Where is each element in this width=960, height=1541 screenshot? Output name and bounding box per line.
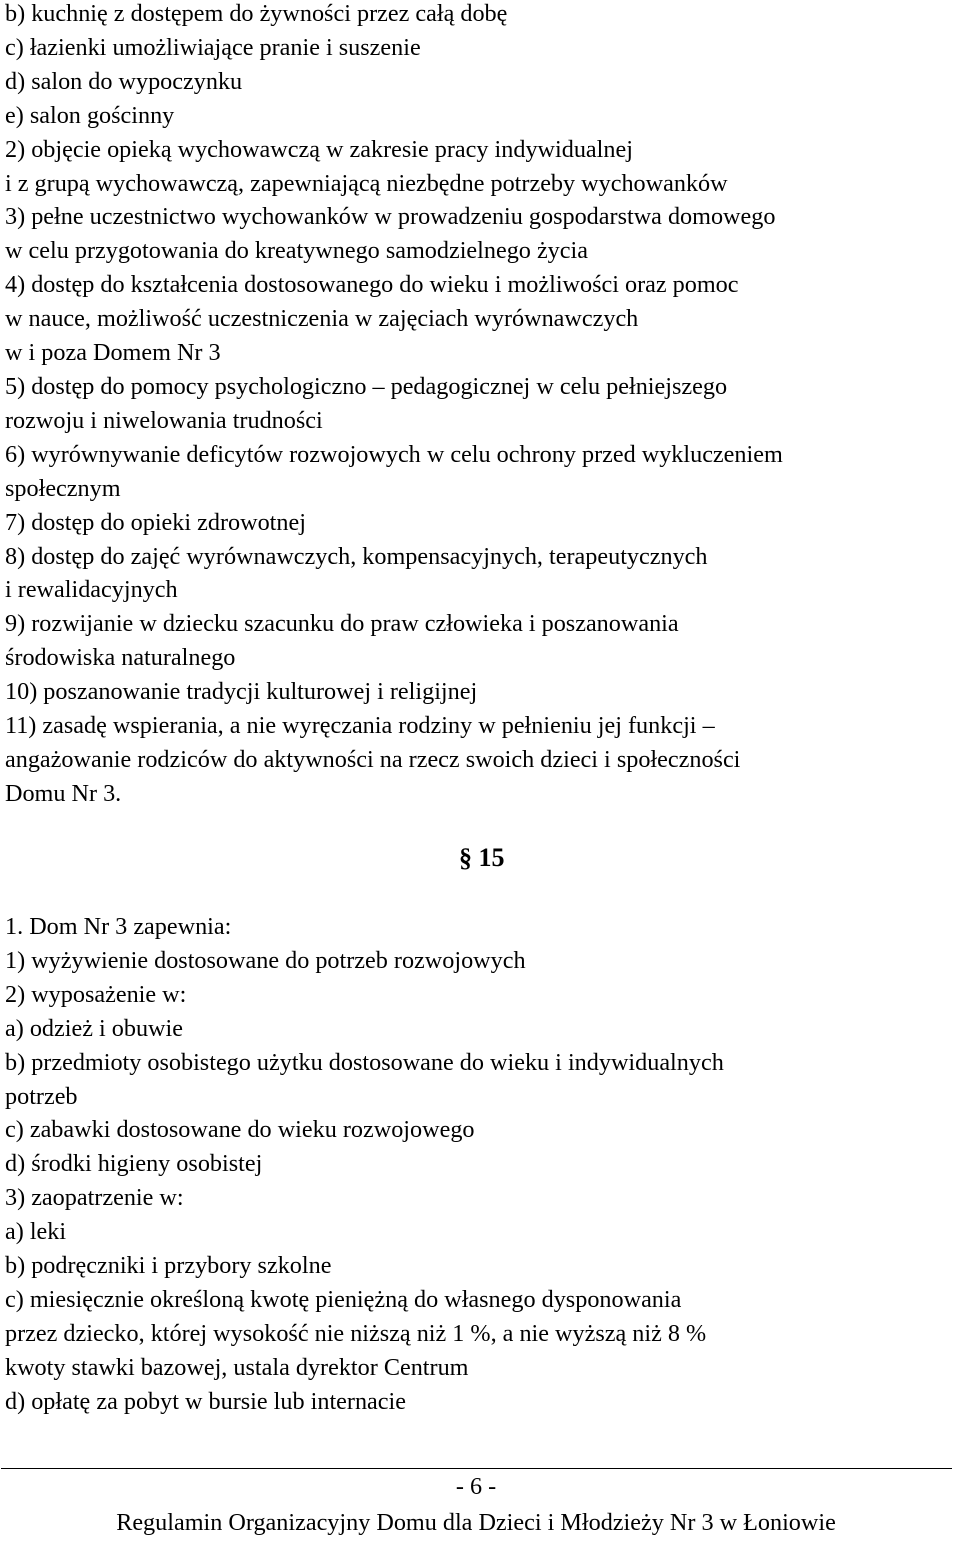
text-line: 11) zasadę wspierania, a nie wyręczania rodziny w pełnieniu jej funkcji – bbox=[5, 712, 715, 740]
footer-title: Regulamin Organizacyjny Domu dla Dzieci i Młodzieży Nr 3 w Łoniowie bbox=[116, 1509, 836, 1536]
text-line: 9) rozwijanie w dziecku szacunku do praw człowieka i poszanowania bbox=[5, 610, 679, 638]
text-block-upper bbox=[5, 0, 783, 811]
text-line: d) salon do wypoczynku bbox=[5, 67, 243, 95]
text-line: 3) pełne uczestnictwo wychowanków w prowadzeniu gospodarstwa domowego bbox=[5, 203, 776, 231]
text-line: kwoty stawki bazowej, ustala dyrektor Centrum bbox=[5, 1353, 469, 1381]
text-line: c) zabawki dostosowane do wieku rozwojowego bbox=[5, 1116, 475, 1144]
text-line: społecznym bbox=[5, 474, 121, 502]
text-line: b) podręczniki i przybory szkolne bbox=[5, 1252, 332, 1280]
text-line: 5) dostęp do pomocy psychologiczno – pedagogicznej w celu pełniejszego bbox=[5, 372, 728, 400]
text-line: 1) wyżywienie dostosowane do potrzeb rozwojowych bbox=[5, 946, 526, 974]
text-line: środowiska naturalnego bbox=[5, 644, 236, 672]
text-line: w celu przygotowania do kreatywnego samodzielnego życia bbox=[5, 237, 588, 265]
text-line: angażowanie rodziców do aktywności na rzecz swoich dzieci i społeczności bbox=[5, 745, 741, 773]
text-line: 2) objęcie opieką wychowawczą w zakresie pracy indywidualnej bbox=[5, 135, 633, 163]
text-line: potrzeb bbox=[5, 1082, 78, 1110]
page-number: - 6 - bbox=[455, 1473, 497, 1500]
text-line: 2) wyposażenie w: bbox=[5, 980, 187, 1008]
text-line: 7) dostęp do opieki zdrowotnej bbox=[5, 508, 306, 536]
text-line: b) kuchnię z dostępem do żywności przez całą dobę bbox=[5, 0, 508, 27]
text-line: 6) wyrównywanie deficytów rozwojowych w celu ochrony przed wykluczeniem bbox=[5, 440, 783, 468]
text-line: Domu Nr 3. bbox=[5, 779, 122, 807]
text-line: i rewalidacyjnych bbox=[5, 576, 178, 604]
text-line: a) odzież i obuwie bbox=[5, 1014, 183, 1042]
text-line: i z grupą wychowawczą, zapewniającą niezbędne potrzeby wychowanków bbox=[5, 169, 728, 197]
footer-divider bbox=[1, 1468, 952, 1469]
text-line: 1. Dom Nr 3 zapewnia: bbox=[5, 913, 232, 940]
text-block-lower bbox=[5, 910, 724, 1419]
text-line: 8) dostęp do zajęć wyrównawczych, kompensacyjnych, terapeutycznych bbox=[5, 542, 708, 570]
section-heading: § 15 bbox=[459, 843, 505, 872]
text-line: rozwoju i niwelowania trudności bbox=[5, 406, 323, 434]
text-line: przez dziecko, której wysokość nie niższą niż 1 %, a nie wyższą niż 8 % bbox=[5, 1319, 707, 1347]
text-line: d) opłatę za pobyt w bursie lub internacie bbox=[5, 1387, 406, 1415]
text-line: c) miesięcznie określoną kwotę pieniężną do własnego dysponowania bbox=[5, 1285, 682, 1313]
text-line: a) leki bbox=[5, 1218, 67, 1246]
text-line: w nauce, możliwość uczestniczenia w zajęciach wyrównawczych bbox=[5, 305, 639, 333]
text-line: 4) dostęp do kształcenia dostosowanego do wieku i możliwości oraz pomoc bbox=[5, 271, 739, 299]
text-line: e) salon gościnny bbox=[5, 101, 175, 129]
text-line: c) łazienki umożliwiające pranie i suszenie bbox=[5, 33, 421, 61]
text-line: d) środki higieny osobistej bbox=[5, 1150, 263, 1178]
text-line: w i poza Domem Nr 3 bbox=[5, 339, 221, 367]
text-line: 3) zaopatrzenie w: bbox=[5, 1184, 184, 1212]
text-line: b) przedmioty osobistego użytku dostosowane do wieku i indywidualnych bbox=[5, 1048, 724, 1076]
text-line: 10) poszanowanie tradycji kulturowej i religijnej bbox=[5, 678, 478, 706]
